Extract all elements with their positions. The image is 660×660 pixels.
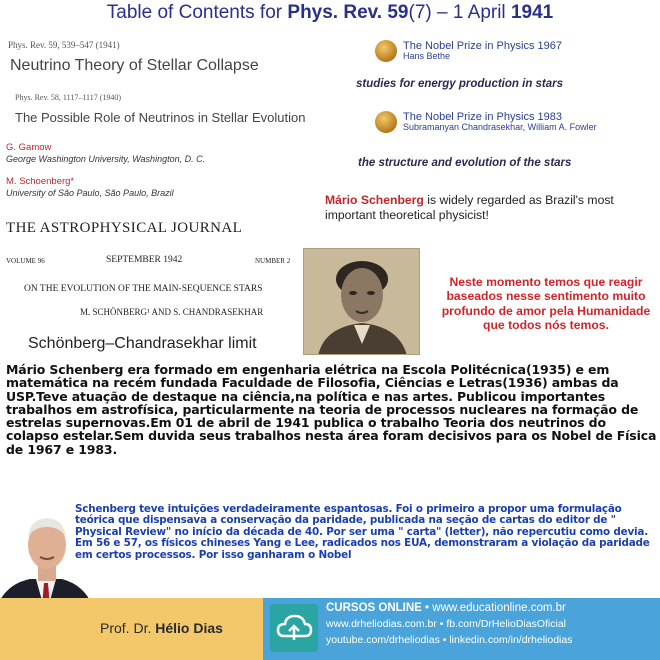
portrait-illustration <box>304 249 420 355</box>
nobel-medal-icon <box>375 40 397 62</box>
nobel-1983-laureate: Subramanyan Chandrasekhar, William A. Fowler <box>403 122 597 133</box>
toc-title: Table of Contents for Phys. Rev. 59(7) – 1 April 1941 <box>106 2 554 23</box>
schenberg-quote: Mário Schenberg is widely regarded as Brazil's most important theoretical physicist! <box>325 193 614 222</box>
main-paragraph: Mário Schenberg era formado em engenharia elétrica na Escola Politécnica(1935) e em matemática na recém fundada Faculdade de Filosofia, Ciências e Letras(1936) ambas da USP.Teve atuação de destaque na ciência,na política e nas artes. Publicou importantes trabalhos em astrofísica, particularmente na teoria de processos nucleares na formação de estrelas supernovas.Em 01 de abril de 1941 publica o trabalho Teoria dos neutrinos do colapso estelar.Sem duvida seus trabalhos nesta área foram decisivos para os Nobel de Física de 1967 e 1983. <box>6 362 657 457</box>
footer-line-courses[interactable]: CURSOS ONLINE • www.educationline.com.br <box>326 602 566 614</box>
footer-line-websites[interactable]: www.drheliodias.com.br • fb.com/DrHelioDiasOficial <box>326 618 566 631</box>
affiliation-gwu: George Washington University, Washington, D. C. <box>6 154 206 164</box>
author-schoenberg: M. Schoenberg* <box>6 176 75 187</box>
paper2-citation: Phys. Rev. 58, 1117–1117 (1940) <box>15 93 122 102</box>
nobel-medal-icon <box>375 111 397 133</box>
footer-line-social[interactable]: youtube.com/drheliodias • linkedin.com/in/drheliodias <box>326 634 573 646</box>
cloud-upload-icon <box>270 604 318 652</box>
nobel-1983-title: The Nobel Prize in Physics 1983 <box>403 110 562 123</box>
apj-number: NUMBER 2 <box>255 257 291 265</box>
nobel-1967-laureate: Hans Bethe <box>403 51 451 62</box>
red-message: Neste momento temos que reagir baseados nesse sentimento muito profundo de amor pela Humanidade que todos nós temos. <box>441 275 651 333</box>
nobel-1967-caption: studies for energy production in stars <box>356 78 564 90</box>
nobel-1983-caption: the structure and evolution of the stars <box>358 157 572 169</box>
author-gamow: G. Gamow <box>6 142 52 153</box>
paper1-title: Neutrino Theory of Stellar Collapse <box>10 57 259 74</box>
nobel-1967 <box>375 40 562 62</box>
professor-name: Prof. Dr. Hélio Dias <box>100 620 223 636</box>
nobel-1967-title: The Nobel Prize in Physics 1967 <box>403 39 562 52</box>
apj-volume: VOLUME 96 <box>6 257 45 265</box>
apj-article-title: ON THE EVOLUTION OF THE MAIN-SEQUENCE STARS <box>24 284 263 294</box>
blue-paragraph: Schenberg teve intuições verdadeiramente espantosas. Foi o primeiro a propor uma formulação teórica que dispensava a conservação da paridade, publicada na seção de cartas do editor de " Physical Review" no início da década de 40. Por ser uma " carta" (letter), não repercutiu como devia. Em 56 e 57, os físicos chineses Yang e Lee, radicados nos EUA, demonstraram a violação da paridade em certos processos. Por isso ganharam o Nobel <box>75 503 650 561</box>
footer-contacts <box>326 600 660 649</box>
schonberg-chandrasekhar-limit: Schönberg–Chandrasekhar limit <box>28 335 257 352</box>
affiliation-usp: University of São Paulo, São Paulo, Brazil <box>6 188 174 198</box>
nobel-1983 <box>375 111 597 133</box>
paper2-title: The Possible Role of Neutrinos in Stellar Evolution <box>15 110 306 125</box>
paper1-citation: Phys. Rev. 59, 539–547 (1941) <box>8 40 120 50</box>
apj-journal-title: THE ASTROPHYSICAL JOURNAL <box>6 220 243 236</box>
apj-authors: M. SCHÖNBERG¹ AND S. CHANDRASEKHAR <box>80 307 264 317</box>
apj-date: SEPTEMBER 1942 <box>106 255 183 265</box>
schenberg-portrait <box>303 248 420 355</box>
